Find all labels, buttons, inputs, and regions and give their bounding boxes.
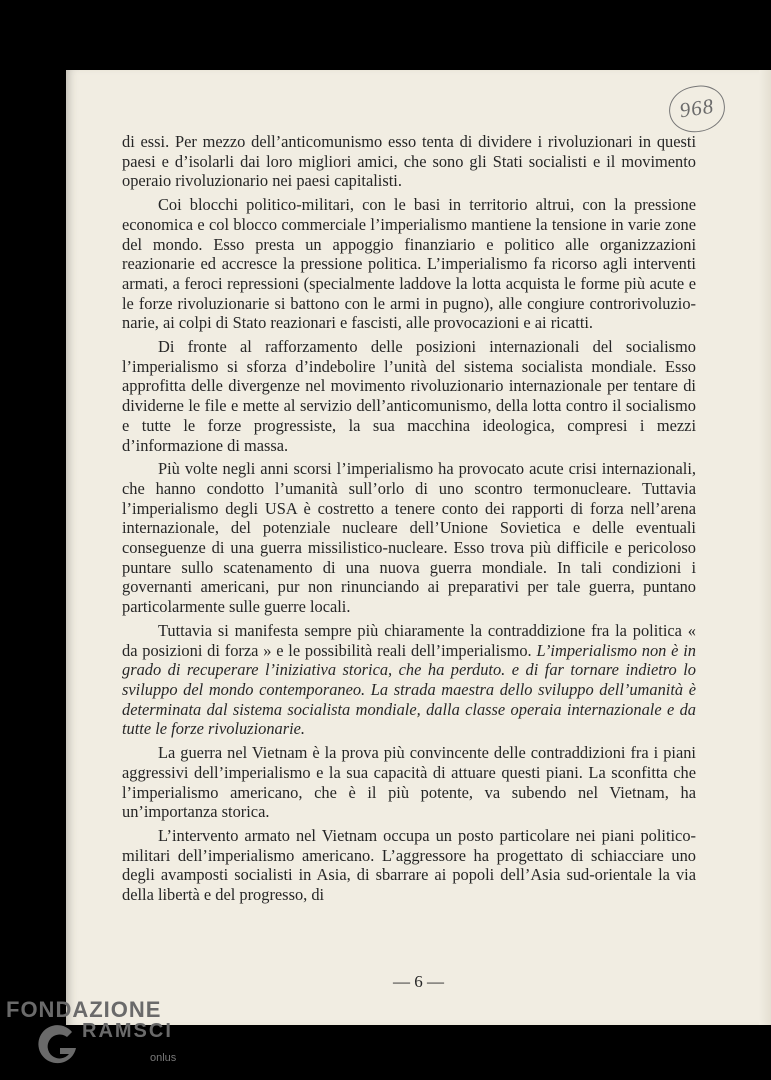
document-page (66, 70, 771, 1025)
paragraph-2: Coi blocchi politico-militari, con le basi in territorio altrui, con la pressione economica e col blocco commerciale l’imperialismo mantiene la tensione in varie zone del mondo. Esso presta un appoggio finanziario e politico alle organizzazioni reazionarie ed accresce la pressione politica. L’imperialismo fa ricorso agli interventi armati, a feroci repressioni (specialmente laddove la lotta acquista le forme più acute e le forze rivoluzionarie si battono con le armi in pugno), alle congiure controrivoluzionarie, ai colpi di Stato reazionari e fascisti, alle provocazioni e ai ricatti. (122, 195, 696, 333)
fondazione-gramsci-watermark (0, 992, 200, 1080)
watermark-g-logo-icon (32, 1018, 84, 1070)
watermark-line-3: onlus (150, 1052, 177, 1064)
page-edge-shadow (759, 70, 771, 1025)
paragraph-6: La guerra nel Vietnam è la prova più convincente delle contraddizioni fra i piani aggressivi dell’imperialismo e la sua capacità di attuare questi piani. La sconfitta che l’imperialismo americano, che è il più potente, va subendo nel Vietnam, ha un’importanza storica. (122, 743, 696, 822)
paragraph-3: Di fronte al rafforzamento delle posizioni internazionali del socialismo l’imperialismo si sforza d’indebolire l’unità del sistema socialista mondiale. Esso approfitta delle divergenze nel movimento rivoluzionario internazionale per tentare di dividerne le file e mette al servizio dell’anticomunismo, della lotta contro il socialismo e tutte le forze progressiste, la sua macchina ideologica, compresi i mezzi d’informazione di massa. (122, 337, 696, 455)
archive-page-stamp: 968 (666, 82, 728, 135)
paragraph-5-text: Tuttavia si manifesta sempre più chiaramente la contraddizione fra la politica « da posizioni di forza » e le possibilità reali dell’imperialismo. (122, 620, 696, 660)
watermark-line-2: RAMSCI (82, 1020, 173, 1042)
paragraph-5 (122, 621, 696, 739)
paragraph-1: di essi. Per mezzo dell’anticomunismo esso tenta di dividere i rivoluzionari in questi paesi e d’isolarli dai loro migliori amici, che sono gli Stati socialisti e il movimento operaio rivoluzionario nei paesi capitalisti. (122, 132, 696, 191)
watermark-line-1: FONDAZIONE (6, 997, 162, 1022)
body-text (122, 132, 696, 909)
paragraph-4: Più volte negli anni scorsi l’imperialismo ha provocato acute crisi internazionali, che hanno condotto l’umanità sull’orlo di uno scontro termonucleare. Tuttavia l’imperialismo degli USA è costretto a tenere conto dei rapporti di forza nell’arena internazionale, del potenziale nucleare dell’Unione Sovietica e delle eventuali conseguenze di una guerra missilistico-nucleare. Esso trova più difficile e pericoloso puntare sullo scatenamento di una nuova guerra mondiale. In tali condizioni i governanti americani, pur non rinunciando ai preparativi per tale guerra, puntano particolarmente sulle guerre locali. (122, 459, 696, 617)
page-folio: — 6 — (393, 972, 444, 991)
paragraph-5-italic: L’imperialismo non è in grado di recuperare l’iniziativa storica, che ha perduto. e di far tornare indietro lo sviluppo del mondo contemporaneo. La strada maestra dello sviluppo dell’umanità è determinata dal sistema socialista mondiale, dalla classe operaia internazionale e da tutte le forze rivoluzionarie. (122, 640, 696, 739)
paragraph-7: L’intervento armato nel Vietnam occupa un posto particolare nei piani politico-militari dell’imperialismo americano. L’aggressore ha progettato di schiacciare uno degli avamposti socialisti in Asia, di sbarrare ai popoli dell’Asia sud-orientale la via della libertà e del progresso, di (122, 825, 696, 905)
